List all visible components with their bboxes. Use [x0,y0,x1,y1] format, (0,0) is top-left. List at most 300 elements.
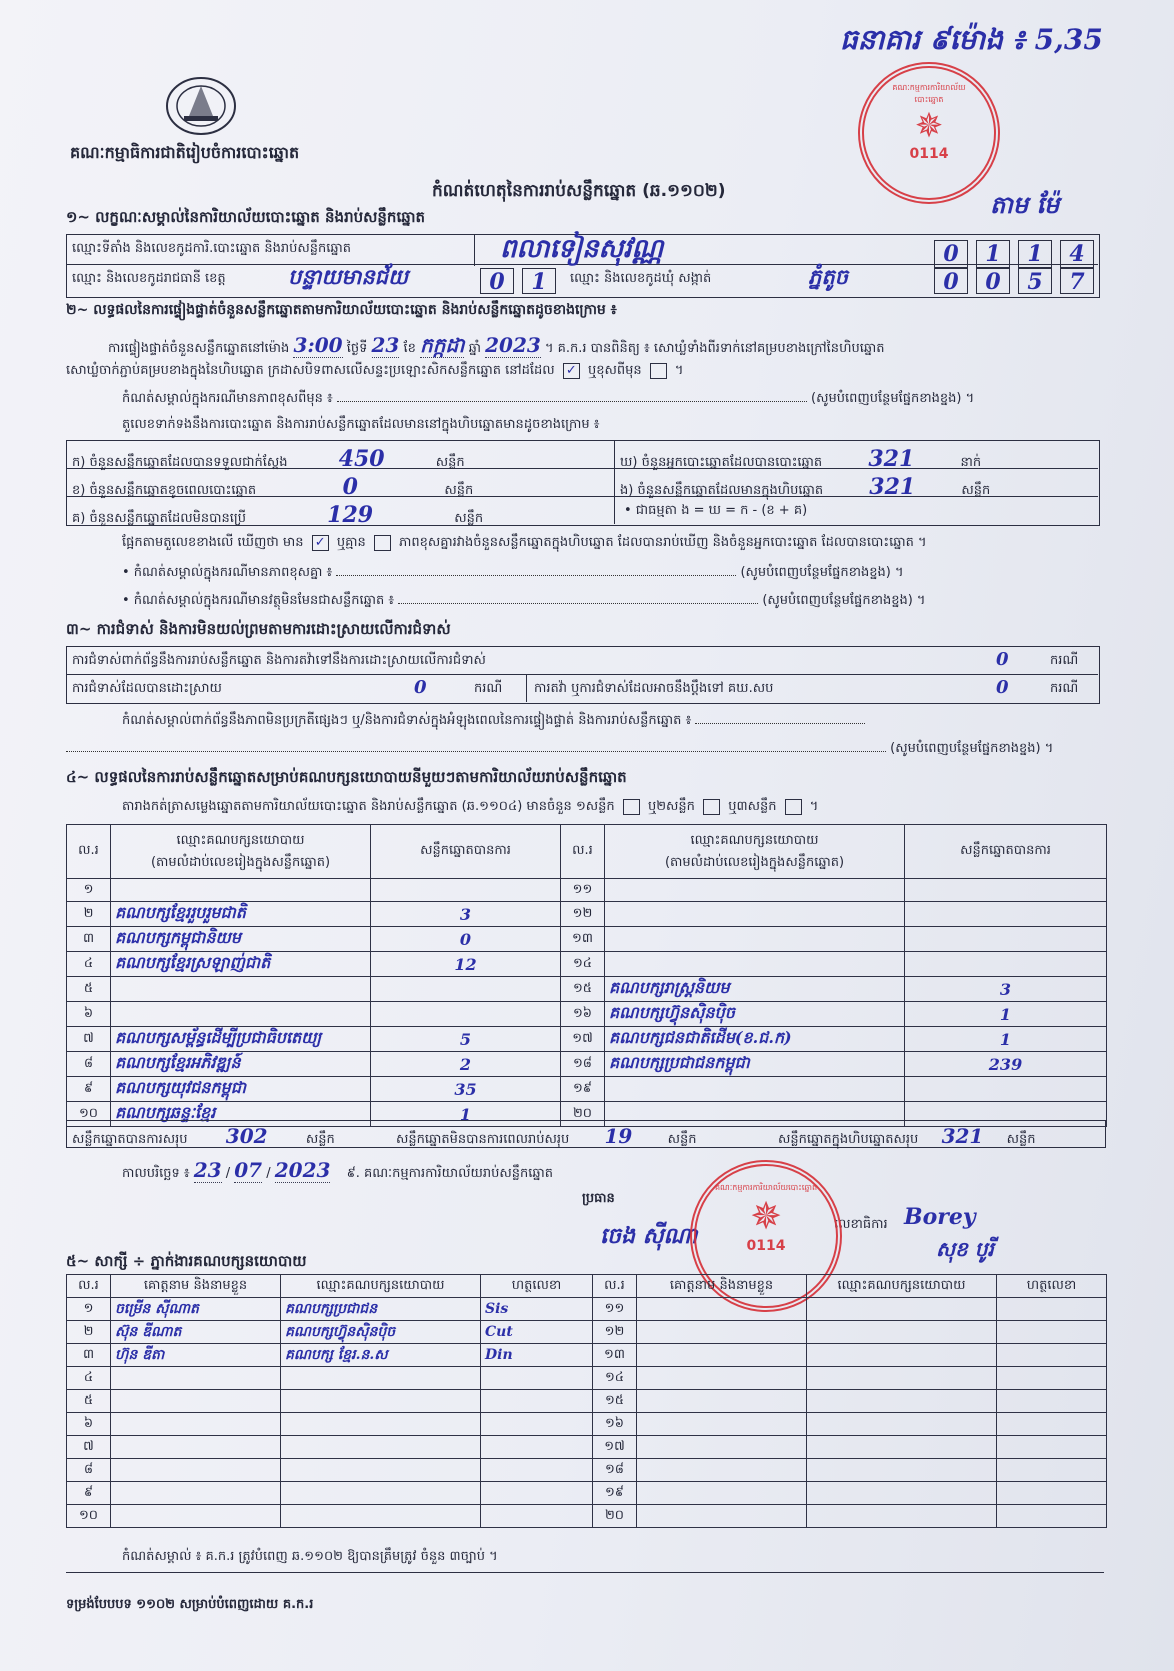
same-checkbox[interactable]: ✓ [563,363,580,379]
section1-title: ១~ លក្ខណៈសម្គាល់នៃការិយាល័យបោះឆ្នោត និងរាប់សន្លឹកឆ្នោត [66,208,426,226]
irregularity-note-field[interactable] [695,723,865,724]
has-diff-checkbox[interactable]: ✓ [312,535,329,551]
vote-count [905,902,1107,927]
witness-party [281,1367,481,1390]
party-name [111,1002,371,1027]
office-code-digit: 0 [934,240,968,268]
w-col-no: ល.រ [593,1275,637,1298]
witness-party [281,1482,481,1505]
table-row [67,1052,1107,1077]
secretary-name: សុខ បូរី [936,1237,994,1261]
commune-code-digit: 5 [1018,268,1052,294]
witness-party [281,1390,481,1413]
total-valid-unit: សន្លឹក [305,1132,335,1147]
vote-count: 0 [371,927,561,952]
col-party-sub: (តាមលំដាប់លេខរៀងក្នុងសន្លឹកឆ្នោត) [150,854,331,870]
table-row [67,927,1107,952]
label-commune: ឈ្មោះ និងលេខកូដឃុំ សង្កាត់ [570,271,712,286]
figure-kha-unit: សន្លឹក [444,483,474,498]
witness-name [637,1367,807,1390]
col-party-sub: (តាមលំដាប់លេខរៀងក្នុងសន្លឹកឆ្នោត) [664,854,845,870]
results-or2: ឬ២សន្លឹក [647,799,695,814]
party-name [605,879,905,902]
date-year: 2023 [274,1158,331,1182]
total-valid-label: សន្លឹកឆ្នោតបានការសរុប [72,1132,188,1147]
witness-signature [481,1482,593,1505]
row-no: ១៩ [561,1077,605,1102]
commune-code-digit: 0 [934,268,968,294]
witness-signature [997,1390,1107,1413]
witness-no: ២ [67,1321,111,1344]
label-province: ឈ្មោះ និងលេខកូដរាជធានី ខេត្ត [72,271,226,286]
date-month: 07 [234,1158,263,1182]
witness-signature [481,1505,593,1528]
corner-handwritten-note: តាម ម៉ែ [990,190,1060,219]
note-diff-field[interactable] [337,401,807,402]
verification-line2: សោឃ្លំចាក់ភ្ជាប់គម្របខាងក្នុងនៃហិបឆ្នោត ក្រដាសបិទពាសលើសន្ទះប្រឡោះសិកសន្លឹកឆ្នោត នៅដដែល ✓ ឬខុសពីមុន ។ [66,362,684,378]
party-name: គណបក្សហ៊្វុនស៊ិនប៉ិច [605,1002,905,1027]
witness-no: ១៧ [593,1436,637,1459]
objection-row1: ការជំទាស់ពាក់ព័ន្ធនឹងការរាប់សន្លឹកឆ្នោត និងការតវ៉ាទៅនឹងការដោះស្រាយលើការជំទាស់ [72,653,486,668]
witness-name [111,1482,281,1505]
objection-row2b-value: 0 [996,677,1009,698]
table-row [67,977,1107,1002]
witness-name [111,1413,281,1436]
total-valid-value: 302 [225,1124,268,1148]
table-row [67,1390,1107,1413]
office-code-digit: 1 [976,240,1010,268]
irregularity-note-label: កំណត់សម្គាល់ពាក់ព័ន្ធនឹងភាពមិនប្រក្រតីផ្សេងៗ ឬ/និងការជំទាស់ក្នុងអំឡុងពេលនៃការផ្ទៀងផ្ទាត់ និងការរាប់សន្លឹកឆ្នោត ៖ [122,713,692,728]
party-name: គណបក្សកម្ពុជានិយម [111,927,371,952]
note-diff-fill: (សូមបំពេញបន្ថែមផ្នែកខាងខ្នង) ។ [811,391,975,406]
verification-year-label: ឆ្នាំ [468,341,481,356]
witness-name [637,1390,807,1413]
vote-count: 35 [371,1077,561,1102]
bullet-diff-field[interactable] [336,575,736,576]
witness-no: ១៣ [593,1344,637,1367]
col-no: ល.រ [67,825,111,879]
party-name: គណបក្សខ្មែររួបរួមជាតិ [111,902,371,927]
witness-no: ១១ [593,1298,637,1321]
table-row [67,1027,1107,1052]
witness-signature [997,1321,1107,1344]
witness-signature [997,1344,1107,1367]
top-handwritten-note: ធនាគារ ៩ម៉ោង ៖ 5,35 [840,23,1103,56]
witness-party: គណបក្ស ខ្មែរ.ន.ស [281,1344,481,1367]
party-name: គណបក្សជនជាតិដើម(ខ.ជ.ក) [605,1027,905,1052]
compare-tail: ភាពខុសគ្នារវាងចំនួនសន្លឹកឆ្នោតក្នុងហិបឆ្នោត ដែលបានរាប់ឃើញ និងចំនួនអ្នកបោះឆ្នោត ដែលបានបោះឆ្នោត ។ [399,535,927,550]
stamp-bottom-text: គណៈកម្មការការិយាល័យបោះឆ្នោត [714,1183,818,1192]
sheets-3-checkbox[interactable] [785,799,802,815]
stamp-top-emblem-icon: ✵ [914,106,944,146]
row-no: ១៦ [561,1002,605,1027]
w-col-party: ឈ្មោះគណបក្សនយោបាយ [281,1275,481,1298]
section3-vline [526,674,527,702]
party-name [605,1077,905,1102]
vote-count: 1 [905,1027,1107,1052]
vote-count [371,977,561,1002]
party-name: គណបក្សយុវជនកម្ពុជា [111,1077,371,1102]
table-row [67,1459,1107,1482]
vote-count: 1 [371,1102,561,1127]
figure-kha-value: 0 [342,474,358,500]
witness-name [111,1505,281,1528]
witness-signature: Cut [481,1321,593,1344]
witness-no: ៥ [67,1390,111,1413]
results-intro-line: តារាងកត់ត្រាសម្លេងឆ្នោតតាមការិយាល័យបោះឆ្នោត និងរាប់សន្លឹកឆ្នោត (ឆ.១១០៤) មានចំនួន ១សន្លឹក ឬ២សន្លឹក ឬ៣សន្លឹក ។ [122,799,819,814]
witness-signature [997,1482,1107,1505]
figure-kha-label: ខ) ចំនួនសន្លឹកឆ្នោតខូចពេលបោះឆ្នោត [72,483,257,498]
witness-party [807,1459,997,1482]
results-or3: ឬ៣សន្លឹក [728,799,777,814]
table-row [67,1413,1107,1436]
witness-signature [997,1413,1107,1436]
col-votes: សន្លឹកឆ្នោតបានការ [905,825,1107,879]
figure-ka-label: ក) ចំនួនសន្លឹកឆ្នោតដែលបានទទួលជាក់ស្តែង [72,455,288,470]
party-name: គណបក្សខ្មែរស្រឡាញ់ជាតិ [111,952,371,977]
witness-signature: Sis [481,1298,593,1321]
table-row [67,1002,1107,1027]
results-header [67,825,1107,879]
witness-name [111,1390,281,1413]
figure-kho-value: 321 [868,446,915,472]
sheets-1-checkbox[interactable] [623,799,640,815]
figure-ka-unit: សន្លឹក [435,455,465,470]
figures-intro: តួលេខទាក់ទងនឹងការបោះឆ្នោត និងការរាប់សន្លឹកឆ្នោតដែលមាននៅក្នុងហិបឆ្នោតមានដូចខាងក្រោម ៖ [122,417,600,432]
form-footer: ទម្រង់បែបបទ ១១០២ សម្រាប់បំពេញដោយ គ.ក.រ [66,1597,314,1612]
witness-party [807,1344,997,1367]
table-row [67,1436,1107,1459]
objection-row2b-unit: ករណី [1050,681,1079,696]
figure-ngo-label: ង) ចំនួនសន្លឹកឆ្នោតដែលមានក្នុងហិបឆ្នោត [620,483,824,498]
chair-name: ចេង ស៊ីណា [600,1223,698,1249]
bullet-object-field[interactable] [398,603,758,604]
stamp-bottom-emblem-icon: ✵ [750,1194,782,1238]
verification-time: 3:00 [293,333,343,357]
w-col-no: ល.រ [67,1275,111,1298]
row-no: ៥ [67,977,111,1002]
committee-label: ៩. គណៈកម្មការការិយាល័យរាប់សន្លឹកឆ្នោត [346,1166,554,1181]
col-party-header [111,825,371,879]
witness-signature [997,1298,1107,1321]
section5-title: ៥~ សាក្សី ÷ ភ្នាក់ងារគណបក្សនយោបាយ [66,1252,307,1270]
vote-count [371,879,561,902]
witness-header [67,1275,1107,1298]
witness-party [281,1413,481,1436]
witness-party [807,1321,997,1344]
org-name: គណៈកម្មាធិការជាតិរៀបចំការបោះឆ្នោត [70,143,300,162]
table-row [67,1482,1107,1505]
total-invalid [396,1124,696,1150]
w-col-sig: ហត្ថលេខា [481,1275,593,1298]
witness-no: ៩ [67,1482,111,1505]
office-code-digit: 4 [1060,240,1094,268]
witness-no: ១៤ [593,1367,637,1390]
party-name [605,902,905,927]
vote-count: 3 [371,902,561,927]
row-no: ១៤ [561,952,605,977]
witness-signature [997,1436,1107,1459]
col-party: ឈ្មោះគណបក្សនយោបាយ [176,832,305,848]
party-name [605,952,905,977]
figure-ko-value: 129 [327,502,374,528]
label-office: ឈ្មោះទីតាំង និងលេខកូដការិ.បោះឆ្នោត និងរាប់សន្លឹកឆ្នោត [72,241,351,256]
vote-count [905,879,1107,902]
witness-party: គណបក្សហ៊្វុនស៊ិនប៉ិច [281,1321,481,1344]
total-valid [72,1124,335,1150]
witness-signature [997,1505,1107,1528]
figure-kho-label: ឃ) ចំនួនអ្នកបោះឆ្នោតដែលបានបោះឆ្នោត [620,455,823,470]
witness-no: ១២ [593,1321,637,1344]
witness-no: ១០ [67,1505,111,1528]
commune-code-digit: 0 [976,268,1010,294]
row-no: ២ [67,902,111,927]
compare-line [122,534,927,553]
witness-name: ហ៊ុន ឌីតា [111,1344,281,1367]
irregularity-note [122,712,865,731]
vote-count: 239 [905,1052,1107,1077]
irregularity-line2 [66,740,1053,759]
objection-row2a: ការជំទាស់ដែលបានដោះស្រាយ [72,681,222,696]
witness-no: ៤ [67,1367,111,1390]
compare-or: ឬគ្មាន [336,535,366,550]
witness-party [281,1459,481,1482]
figure-kha [72,474,473,501]
witness-signature [481,1459,593,1482]
witness-name: ចម្រើន ស៊ីណាត [111,1298,281,1321]
witness-name [637,1482,807,1505]
witness-signature [997,1367,1107,1390]
row-no: ៨ [67,1052,111,1077]
objection-row1-unit: ករណី [1050,653,1079,668]
party-name: គណបក្សឆន្ទៈខ្មែរ [111,1102,371,1127]
table-row [67,879,1107,902]
objection-row2a-unit: ករណី [474,681,503,696]
stamp-top-text: គណៈកម្មការការិយាល័យបោះឆ្នោត [892,83,966,104]
figure-ko-label: គ) ចំនួនសន្លឹកឆ្នោតដែលមិនបានប្រើ [72,511,246,526]
table-row [67,952,1107,977]
row-no: ៦ [67,1002,111,1027]
witness-no: ១៦ [593,1413,637,1436]
witness-name [111,1459,281,1482]
witness-party [807,1413,997,1436]
verification-day: 23 [371,333,400,357]
table-row [67,1321,1107,1344]
figure-ka [72,446,465,473]
witness-name [111,1436,281,1459]
section4-title: ៤~ លទ្ធផលនៃការរាប់សន្លឹកឆ្នោតសម្រាប់គណបក្សនយោបាយនីមួយៗតាមការិយាល័យរាប់សន្លឹកឆ្នោត [66,768,627,786]
verification-suffix: ។ គ.ក.រ បានពិនិត្យ ៖ សោឃ្លំទាំងពីរទាក់នៅគម្របខាងក្រៅនៃហិបឆ្នោត [544,341,885,356]
stamp-bottom-code: 0114 [746,1238,786,1254]
figures-vline [614,440,615,524]
witness-no: ១ [67,1298,111,1321]
row-no: ១ [67,879,111,902]
row-no: ១២ [561,902,605,927]
note-diff-label: កំណត់សម្គាល់ក្នុងករណីមានភាពខុសពីមុន ៖ [122,391,333,406]
row-no: ៧ [67,1027,111,1052]
witness-no: ២០ [593,1505,637,1528]
table-row [67,1505,1107,1528]
verification-line2-text: សោឃ្លំចាក់ភ្ជាប់គម្របខាងក្នុងនៃហិបឆ្នោត ក្រដាសបិទពាសលើសន្ទះប្រឡោះសិកសន្លឹកឆ្នោត នៅដដែល [66,363,555,378]
vote-count [905,1077,1107,1102]
party-name [605,927,905,952]
witness-signature [481,1367,593,1390]
row-no: ១០ [67,1102,111,1127]
total-invalid-label: សន្លឹកឆ្នោតមិនបានការពេលរាប់សរុប [396,1132,570,1147]
witness-name [637,1413,807,1436]
col-party-header [605,825,905,879]
row-no: ៩ [67,1077,111,1102]
row-no: ១៥ [561,977,605,1002]
vote-count [371,1002,561,1027]
witness-name [111,1367,281,1390]
doc-title: កំណត់ហេតុនៃការរាប់សន្លឹកឆ្នោត (ឆ.១១០២) [432,181,726,201]
date-label: កាលបរិច្ឆេទ ៖ [122,1166,190,1181]
figure-ngo-value: 321 [869,474,916,500]
office-code-digit: 1 [1018,240,1052,268]
section1-vline [474,234,475,266]
total-invalid-unit: សន្លឹក [667,1132,697,1147]
witness-no: ៣ [67,1344,111,1367]
vote-count [905,927,1107,952]
section3-title: ៣~ ការជំទាស់ និងការមិនយល់ព្រមតាមការដោះស្រាយលើការជំទាស់ [66,620,451,638]
w-col-name: គោត្តនាម និងនាមខ្លួន [111,1275,281,1298]
verification-line1 [108,332,884,362]
chair-label: ប្រធាន [582,1191,615,1206]
party-name [111,879,371,902]
witness-signature: Din [481,1344,593,1367]
footer-rule [66,1572,1104,1573]
witness-name [637,1505,807,1528]
table-row [67,1298,1107,1321]
figure-ngo-unit: សន្លឹក [961,483,991,498]
w-col-name: គោត្តនាម និងនាមខ្លួន [637,1275,807,1298]
w-col-sig: ហត្ថលេខា [997,1275,1107,1298]
bullet-diff-label: • កំណត់សម្គាល់ក្នុងករណីមានភាពខុសគ្នា ៖ [122,565,333,580]
party-name: គណបក្សសម្ព័ន្ធដើម្បីប្រជាធិបតេយ្យ [111,1027,371,1052]
total-box [778,1124,1035,1150]
commune-name: ភ្នំតូច [808,264,848,289]
figure-ko-unit: សន្លឹក [454,511,484,526]
section3-hline [66,674,1098,675]
results-intro: តារាងកត់ត្រាសម្លេងឆ្នោតតាមការិយាល័យបោះឆ្នោត និងរាប់សន្លឹកឆ្នោត (ឆ.១១០៤) មានចំនួន ១សន្លឹក [122,799,615,814]
witness-signature [481,1413,593,1436]
witness-party [807,1436,997,1459]
w-col-party: ឈ្មោះគណបក្សនយោបាយ [807,1275,997,1298]
sheets-2-checkbox[interactable] [703,799,720,815]
province-code-digit: 1 [522,268,556,294]
table-row [67,1367,1107,1390]
commune-code-digit: 7 [1060,268,1094,294]
col-votes: សន្លឹកឆ្នោតបានការ [371,825,561,879]
witness-no: ៧ [67,1436,111,1459]
date-day: 23 [193,1158,222,1182]
row-no: ២០ [561,1102,605,1127]
verification-prefix: ការផ្ទៀងផ្ទាត់ចំនួនសន្លឹកឆ្នោតនៅម៉ោង [108,341,290,356]
col-party: ឈ្មោះគណបក្សនយោបាយ [690,832,819,848]
different-checkbox[interactable] [650,363,667,379]
vote-count: 12 [371,952,561,977]
witness-party [807,1367,997,1390]
irregularity-field2[interactable] [66,751,886,752]
figure-kho [620,446,981,473]
row-no: ១៧ [561,1027,605,1052]
total-box-unit: សន្លឹក [1006,1132,1036,1147]
figure-ko [72,502,483,529]
witness-party [281,1436,481,1459]
no-diff-checkbox[interactable] [374,535,391,551]
note-diff-line [122,390,1097,409]
emblem-icon [162,72,240,136]
official-stamp-top [858,62,1000,204]
bullet-diff-fill: (សូមបំពេញបន្ថែមផ្នែកខាងខ្នង) ។ [740,565,904,580]
witness-no: ៦ [67,1413,111,1436]
office-name: ពលាទៀនសុវណ្ណ [500,234,664,264]
bullet-object-label: • កំណត់សម្គាល់ក្នុងករណីមានវត្ថុមិនមែនជាសន្លឹកឆ្នោត ៖ [122,593,395,608]
party-name: គណបក្សរាស្ត្រនិយម [605,977,905,1002]
bullet-object-line [122,592,925,611]
row-no: ១៣ [561,927,605,952]
witness-name [637,1298,807,1321]
party-name [111,977,371,1002]
row-no: ១១ [561,879,605,902]
date-line: កាលបរិច្ឆេទ ៖ 23 / 07 / 2023 ៩. គណៈកម្មការការិយាល័យរាប់សន្លឹកឆ្នោត [122,1158,554,1182]
witness-party: គណបក្សប្រជាជន [281,1298,481,1321]
witness-party [807,1482,997,1505]
witness-name [637,1344,807,1367]
row-no: ៣ [67,927,111,952]
total-invalid-value: 19 [604,1124,633,1148]
witness-party [807,1390,997,1413]
witness-no: ១៨ [593,1459,637,1482]
witness-signature [481,1390,593,1413]
total-box-label: សន្លឹកឆ្នោតក្នុងហិបឆ្នោតសរុប [778,1132,919,1147]
witness-no: ១៩ [593,1482,637,1505]
results-body [67,879,1107,1127]
table-row [67,1344,1107,1367]
secretary-label: លេខាធិការ [834,1217,888,1232]
objection-row2a-value: 0 [414,677,427,698]
bullet-diff-line [122,564,904,583]
witness-name: ស៊ុន ឌីណាត [111,1321,281,1344]
witness-name [637,1436,807,1459]
verification-or: ឬខុសពីមុន [587,363,642,378]
verification-month: កក្កដា [420,333,465,357]
vote-count: 3 [905,977,1107,1002]
figure-ka-value: 450 [338,446,385,472]
province-name: បន្ទាយមានជ័យ [288,264,408,289]
stamp-top-code: 0114 [909,146,949,162]
section2-title: ២~ លទ្ធផលនៃការផ្ទៀងផ្ទាត់ចំនួនសន្លឹកឆ្នោតតាមការិយាល័យបោះឆ្នោត និងរាប់សន្លឹកឆ្នោតដូចខាងក្រោម ៖ [66,302,617,318]
vote-count: 5 [371,1027,561,1052]
results-table [66,824,1107,1127]
figure-ngo [620,474,990,501]
witness-name [637,1459,807,1482]
witness-name [637,1321,807,1344]
witness-no: ១៥ [593,1390,637,1413]
verification-year: 2023 [485,333,541,357]
witness-party [807,1505,997,1528]
witness-table [66,1274,1107,1528]
objection-row1-value: 0 [996,649,1009,670]
objection-row2b: ការតវ៉ា ឬការជំទាស់ដែលអាចនឹងប្តឹងទៅ គឃ.សប [534,681,774,696]
vote-count: 2 [371,1052,561,1077]
party-name: គណបក្សប្រជាជនកម្ពុជា [605,1052,905,1077]
table-row [67,1077,1107,1102]
secretary-signature: Borey [904,1204,976,1230]
row-no: ៤ [67,952,111,977]
compare-label: ផ្អែកតាមតួលេខខាងលើ ឃើញថា មាន [122,535,304,550]
